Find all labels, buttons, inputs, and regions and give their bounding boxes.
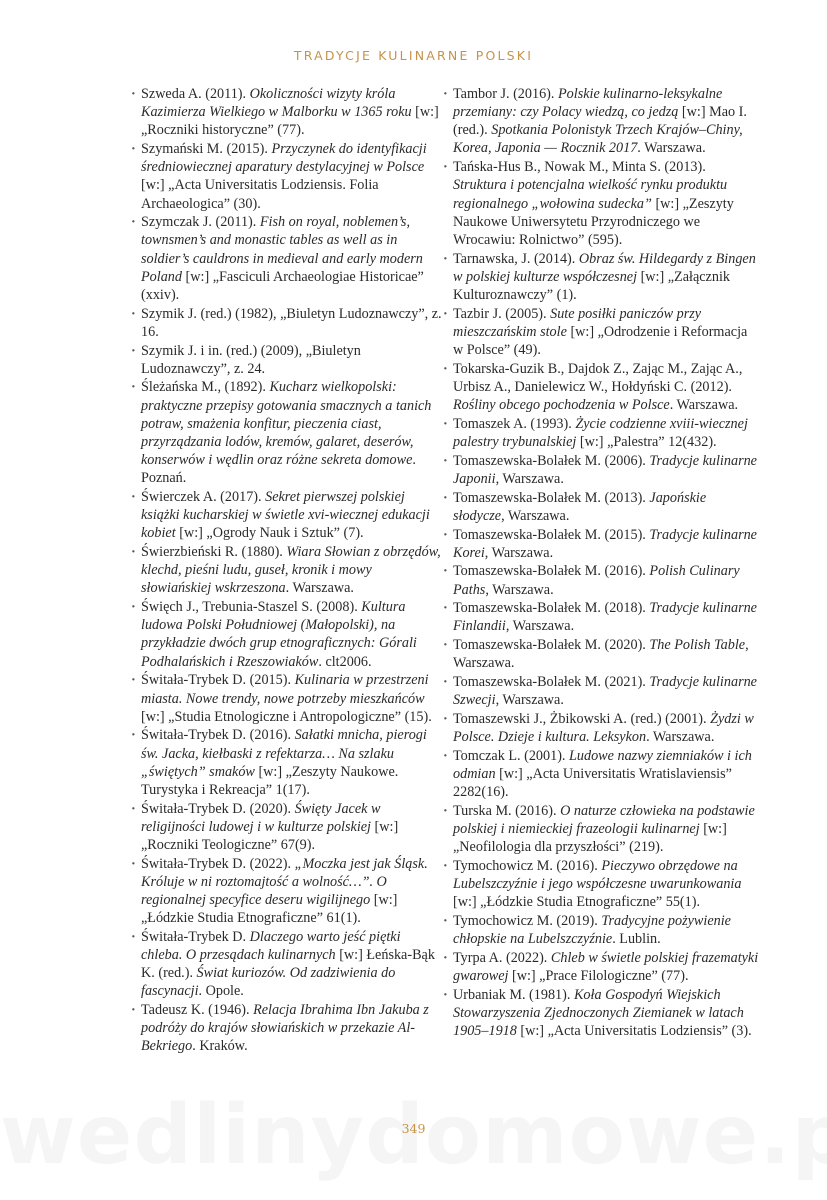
bullet-icon: ·	[131, 489, 136, 505]
entry-segment: Tymochowicz M. (2019).	[453, 913, 602, 930]
bibliography-entry	[443, 489, 759, 525]
entry-segment: [w:] „Acta Universitatis Wratislaviensis” 2282(16).	[453, 766, 732, 801]
entry-title: Żydzi w Polsce. Dzieje i kultura. Leksykon	[453, 711, 754, 746]
bibliography-entry	[131, 543, 445, 597]
entry-text	[453, 949, 759, 985]
entry-segment: Urbaniak M. (1981).	[453, 986, 574, 1003]
entry-segment: Tańska-Hus B., Nowak M., Minta S. (2013).	[453, 159, 706, 176]
entry-title: O naturze człowieka na podstawie polskiej i niemieckiej frazeologii kulinarnej	[453, 803, 755, 838]
entry-segment: Śleżańska M., (1892).	[141, 379, 270, 396]
bullet-icon: ·	[131, 214, 136, 231]
bibliography-entry	[443, 673, 759, 709]
bullet-icon: ·	[131, 86, 136, 102]
bibliography-entry	[131, 378, 445, 487]
entry-segment: Tomczak L. (2001).	[453, 747, 570, 764]
entry-text	[453, 912, 759, 948]
bullet-icon: ·	[131, 727, 136, 744]
entry-title: Świat kuriozów. Od zadziwienia do fascynacji	[141, 965, 396, 1000]
bibliography-entry	[443, 949, 759, 985]
entry-segment: Tomaszewska-Bolałek M. (2015).	[453, 526, 650, 543]
entry-title: Tradycje kulinarne Finlandii	[453, 600, 757, 635]
entry-segment: [w:] „Neofilologia dla przyszłości” (219).	[453, 821, 727, 856]
bullet-icon: ·	[443, 250, 448, 267]
entry-segment: , Warszawa.	[484, 544, 554, 561]
entry-title: Kulinaria w przestrzeni miasta. Nowe trendy, nowe potrzeby mieszkańców	[141, 672, 429, 707]
bibliography-entry	[131, 928, 445, 1001]
entry-segment: [w:] „Acta Universitatis Lodziensis. Folia Archaeologica” (30).	[141, 177, 379, 212]
bullet-icon: ·	[443, 526, 448, 543]
entry-segment: . Warszawa.	[285, 580, 354, 597]
entry-segment: [w:] „Prace Filologiczne” (77).	[508, 968, 689, 985]
entry-title: Ludowe nazwy ziemniaków i ich odmian	[453, 747, 752, 783]
bibliography-entry	[443, 562, 759, 598]
entry-segment: , Warszawa.	[495, 692, 564, 709]
bullet-icon: ·	[443, 950, 448, 967]
entry-text	[453, 673, 759, 709]
bullet-icon: ·	[443, 600, 448, 617]
bullet-icon: ·	[443, 86, 448, 102]
bullet-icon: ·	[443, 159, 448, 176]
entry-title: Sekret pierwszej polskiej książki kucharskiej w świetle xvi-wiecznej edukacji kobiet	[141, 489, 430, 542]
bullet-icon: ·	[443, 637, 448, 654]
entry-text	[141, 726, 445, 799]
bibliography-entry	[131, 85, 445, 139]
entry-text	[141, 671, 445, 725]
entry-title: Wiara Słowian z obrzędów, klechd, pieśni ludu, guseł, kronik i mowy słowiańskiej wskrzeszona	[141, 544, 441, 597]
entry-text	[453, 562, 759, 598]
bibliography-entry	[131, 342, 445, 378]
bibliography-entry	[131, 855, 445, 928]
entry-title: Fish on royal, noblemen’s, townsmen’s and monastic tables as well as in soldier’s cauldrons in medieval and early modern Poland	[141, 214, 423, 285]
entry-segment: Szymczak J. (2011).	[141, 214, 260, 231]
entry-segment: Świtała-Trybek D. (2020).	[141, 800, 295, 817]
entry-segment: Tadeusz K. (1946).	[141, 1002, 254, 1019]
entry-text	[141, 855, 445, 928]
entry-text	[141, 305, 445, 341]
entry-segment: [w:] „Studia Etnologiczne i Antropologiczne” (15).	[141, 708, 432, 725]
bullet-icon: ·	[443, 913, 448, 930]
entry-segment: Świtała-Trybek D.	[141, 928, 250, 945]
entry-segment: Tambor J. (2016).	[453, 86, 558, 102]
entry-segment: Święch J., Trebunia-Staszel S. (2008).	[141, 599, 362, 616]
entry-segment: , Warszawa.	[495, 470, 564, 487]
entry-segment: Szymik J. i in. (red.) (2009), „Biuletyn Ludoznawczy”, z. 24.	[141, 342, 361, 377]
entry-title: Tradycyjne pożywienie chłopskie na Lubelszczyźnie	[453, 913, 731, 948]
entry-text	[141, 378, 445, 487]
entry-title: Rośliny obcego pochodzenia w Polsce	[453, 397, 670, 414]
entry-segment: , Warszawa.	[453, 637, 749, 672]
entry-text	[141, 598, 445, 671]
bibliography-entry	[443, 636, 759, 672]
entry-title: Kultura ludowa Polski Południowej (Małopolski), na przykładzie dwóch grup etnograficznych: Górali Podhalańskich i Rzeszowiaków	[141, 599, 417, 670]
entry-segment: Świerczek A. (2017).	[141, 489, 266, 505]
entry-text	[141, 213, 445, 304]
bullet-icon: ·	[443, 674, 448, 691]
entry-text	[141, 342, 445, 378]
entry-segment: Tazbir J. (2005).	[453, 305, 551, 322]
entry-text	[453, 802, 759, 856]
entry-segment: [w:] „Fasciculi Archaeologiae Historicae” (xxiv).	[141, 268, 424, 303]
entry-segment: . Poznań.	[141, 452, 416, 487]
bullet-icon: ·	[131, 141, 136, 158]
entry-segment: [w:] „Acta Universitatis Lodziensis” (3).	[516, 1023, 752, 1040]
bibliography-entry	[443, 85, 759, 158]
entry-text	[453, 599, 759, 635]
bullet-icon: ·	[131, 928, 136, 945]
entry-segment: [w:] „Roczniki historyczne” (77).	[141, 104, 439, 139]
bibliography-entry	[443, 802, 759, 856]
entry-segment: [w:] „Odrodzenie i Reformacja w Polsce” (49).	[453, 323, 748, 358]
entry-segment: Tomaszewska-Bolałek M. (2021).	[453, 674, 650, 691]
entry-segment: [w:] Łeńska-Bąk K. (red.).	[141, 947, 435, 982]
entry-segment: Świtała-Trybek D. (2015).	[141, 672, 295, 689]
bibliography-entry	[443, 747, 759, 801]
entry-title: Tradycje kulinarne Korei	[453, 526, 757, 561]
bibliography-entry	[443, 857, 759, 911]
bibliography-entry	[443, 250, 759, 304]
entry-segment: [w:] „Ogrody Nauk i Sztuk” (7).	[175, 525, 364, 542]
bullet-icon: ·	[443, 452, 448, 469]
entry-segment: Turska M. (2016).	[453, 803, 561, 819]
bibliography-entry	[443, 912, 759, 948]
bullet-icon: ·	[131, 544, 136, 561]
entry-text	[453, 857, 759, 911]
entry-segment: Tomaszewski J., Żbikowski A. (red.) (2001).	[453, 711, 711, 728]
bibliography-entry	[131, 213, 445, 304]
entry-text	[453, 305, 759, 359]
entry-text	[453, 710, 759, 746]
entry-segment: . clt2006.	[318, 653, 372, 670]
entry-text	[141, 800, 445, 854]
bibliography-entry	[443, 599, 759, 635]
entry-text	[453, 489, 759, 525]
bullet-icon: ·	[131, 855, 136, 872]
bullet-icon: ·	[131, 1002, 136, 1019]
bibliography-column-right	[443, 85, 759, 1041]
entry-segment: [w:] Mao I. (red.).	[453, 104, 747, 139]
entry-segment: Tomaszewska-Bolałek M. (2013).	[453, 489, 650, 506]
bibliography-column-left	[131, 85, 445, 1056]
entry-title: Tradycje kulinarne Szwecji	[453, 674, 757, 709]
bullet-icon: ·	[131, 599, 136, 616]
entry-segment: [w:] „Załącznik Kulturoznawczy” (1).	[453, 268, 730, 303]
entry-text	[453, 360, 759, 414]
entry-title: Japońskie słodycze	[453, 489, 707, 524]
entry-text	[141, 140, 445, 213]
entry-segment: Tokarska-Guzik B., Dajdok Z., Zając M., Zając A., Urbisz A., Danielewicz W., Hołdyński C. (2012).	[453, 360, 743, 395]
entry-title: Przyczynek do identyfikacji średniowiecznej aparatury destylacyjnej w Polsce	[141, 141, 427, 176]
entry-segment: Szweda A. (2011).	[141, 86, 250, 102]
entry-text	[453, 986, 759, 1040]
entry-segment: Świtała-Trybek D. (2016).	[141, 727, 295, 744]
entry-segment: Tomaszewska-Bolałek M. (2016).	[453, 563, 650, 580]
entry-segment: Świtała-Trybek D. (2022).	[141, 855, 295, 872]
entry-text	[141, 928, 445, 1001]
entry-segment: Tomaszewska-Bolałek M. (2006).	[453, 452, 650, 469]
entry-text	[141, 488, 445, 542]
entry-segment: Tarnawska, J. (2014).	[453, 250, 579, 267]
bullet-icon: ·	[131, 342, 136, 359]
entry-text	[453, 158, 759, 249]
bibliography-entry	[131, 1001, 445, 1055]
entry-segment: [w:] „Zeszyty Naukowe Uniwersytetu Przyrodniczego we Wrocawiu: Rolnictwo” (595).	[453, 195, 734, 248]
entry-text	[453, 85, 759, 158]
bibliography-entry	[131, 140, 445, 213]
entry-segment: Tymochowicz M. (2016).	[453, 858, 602, 875]
bibliography-entry	[443, 305, 759, 359]
bibliography-entry	[443, 710, 759, 746]
page-number: 349	[401, 1121, 426, 1136]
entry-title: Chleb w świetle polskiej frazematyki gwarowej	[453, 950, 759, 985]
entry-segment: Tomaszek A. (1993).	[453, 415, 576, 432]
bibliography-entry	[131, 305, 445, 341]
entry-title: Święty Jacek w religijności ludowej i w kulturze polskiej	[141, 800, 381, 835]
entry-text	[141, 1001, 445, 1055]
bibliography-entry	[443, 986, 759, 1040]
bibliography-entry	[131, 726, 445, 799]
entry-segment: . Lublin.	[612, 931, 661, 948]
entry-title: Struktura i potencjalna wielkość rynku produktu regionalnego „wołowina sudecka”	[453, 177, 728, 212]
bullet-icon: ·	[443, 747, 448, 764]
entry-segment: Tomaszewska-Bolałek M. (2018).	[453, 600, 650, 617]
entry-title: Polish Culinary Paths	[453, 563, 740, 598]
entry-segment: Tyrpa A. (2022).	[453, 950, 551, 967]
entry-text	[453, 747, 759, 801]
entry-title: The Polish Table	[649, 637, 746, 654]
bullet-icon: ·	[443, 305, 448, 322]
entry-segment: , Warszawa.	[485, 581, 554, 598]
entry-segment: . Warszawa.	[646, 729, 715, 746]
entry-title: Okoliczności wizyty króla Kazimierza Wielkiego w Malborku w 1365 roku	[141, 86, 412, 121]
entry-segment: Szymański M. (2015).	[141, 141, 272, 158]
entry-segment: [w:] „Roczniki Teologiczne” 67(9).	[141, 818, 399, 853]
entry-text	[453, 452, 759, 488]
bullet-icon: ·	[443, 986, 448, 1003]
bibliography-entry	[443, 526, 759, 562]
bibliography-entry	[131, 598, 445, 671]
entry-text	[141, 85, 445, 139]
bullet-icon: ·	[443, 415, 448, 432]
entry-title: Tradycje kulinarne Japonii	[453, 452, 757, 487]
bibliography-entry	[131, 488, 445, 542]
bullet-icon: ·	[443, 711, 448, 728]
entry-segment: . Warszawa.	[669, 397, 739, 414]
entry-segment: . Kraków.	[192, 1038, 248, 1055]
entry-text	[453, 415, 759, 451]
entry-segment: [w:] „Łódzkie Studia Etnograficzne” 61(1).	[141, 892, 398, 927]
entry-title: Polskie kulinarno-leksykalne przemiany: czy Polacy wiedzą, co jedzą	[453, 86, 723, 121]
entry-segment: Tomaszewska-Bolałek M. (2020).	[453, 637, 650, 654]
entry-segment: Szymik J. (red.) (1982), „Biuletyn Ludoznawczy”, z. 16.	[141, 305, 442, 340]
bullet-icon: ·	[131, 672, 136, 689]
entry-segment: [w:] „Łódzkie Studia Etnograficzne” 55(1).	[453, 894, 700, 911]
entry-title: „Moczka jest jak Śląsk. Króluje w ni roztomajtość a wolność…”. O regionalnej specyfice deseru wigilijnego	[141, 855, 428, 908]
entry-segment: . Opole.	[198, 983, 244, 1000]
entry-segment: , Warszawa.	[501, 507, 570, 524]
running-head: TRADYCJE KULINARNE POLSKI	[293, 48, 534, 63]
entry-text	[453, 526, 759, 562]
entry-segment: [w:] „Zeszyty Naukowe. Turystyka i Rekreacja” 1(17).	[141, 763, 399, 798]
entry-segment: [w:] „Palestra” 12(432).	[576, 433, 717, 450]
bullet-icon: ·	[131, 305, 136, 322]
bullet-icon: ·	[443, 803, 448, 819]
entry-segment: Świerzbieński R. (1880).	[141, 544, 287, 561]
bibliography-entry	[443, 415, 759, 451]
bullet-icon: ·	[443, 360, 448, 377]
entry-title: Obraz św. Hildegardy z Bingen w polskiej kulturze współczesnej	[453, 250, 756, 285]
bibliography-entry	[443, 158, 759, 249]
entry-title: Życie codzienne xviii-wiecznej palestry trybunalskiej	[453, 415, 748, 450]
bibliography-entry	[443, 360, 759, 414]
entry-segment: , Warszawa.	[505, 618, 575, 635]
bullet-icon: ·	[443, 858, 448, 875]
bullet-icon: ·	[443, 489, 448, 506]
entry-title: Koła Gospodyń Wiejskich Stowarzyszenia Zjednoczonych Ziemianek w latach 1905–1918	[453, 986, 744, 1040]
bullet-icon: ·	[131, 800, 136, 817]
entry-segment: . Warszawa.	[637, 140, 706, 157]
bibliography-entry	[131, 800, 445, 854]
entry-title: Relacja Ibrahima Ibn Jakuba z podróży do krajów słowiańskich w przekazie Al-Bekriego	[141, 1002, 429, 1055]
entry-title: Sałatki mnicha, pierogi św. Jacka, kiełbaski z refektarza… Na szlaku „świętych” smaków	[141, 727, 427, 780]
bullet-icon: ·	[443, 563, 448, 580]
entry-text	[453, 250, 759, 304]
entry-title: Sute posiłki paniczów przy mieszczańskim stole	[453, 305, 702, 340]
bullet-icon: ·	[131, 379, 136, 396]
entry-title: Kucharz wielkopolski: praktyczne przepisy gotowania smacznych a tanich potraw, smażenia konfitur, pieczenia ciast, przyrządzania lodów, kremów, galaret, deserów, konserwów i wędlin oraz różne sekreta domowe	[141, 379, 432, 469]
entry-text	[453, 636, 759, 672]
entry-title: Pieczywo obrzędowe na Lubelszczyźnie i jego współczesne uwarunkowania	[453, 858, 742, 893]
bibliography-entry	[443, 452, 759, 488]
entry-text	[141, 543, 445, 597]
entry-title: Dlaczego warto jeść piętki chleba. O przesądach kulinarnych	[141, 928, 401, 964]
bibliography-entry	[131, 671, 445, 725]
entry-title: Spotkania Polonistyk Trzech Krajów–Chiny, Korea, Japonia — Rocznik 2017	[453, 122, 743, 157]
